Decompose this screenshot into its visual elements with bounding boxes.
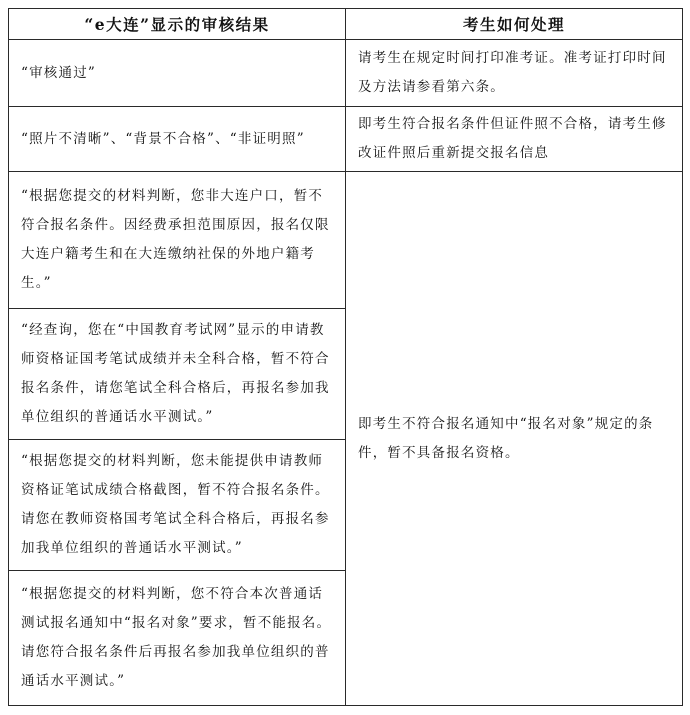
header-candidate-action: 考生如何处理: [346, 9, 683, 40]
audit-result-cell: [9, 40, 346, 107]
audit-result-text: “根据您提交的材料判断，您非大连户口，暂不符合报名条件。因经费承担范围原因，报名仅限大连户籍考生和在大连缴纳社保的外地户籍考生。”: [21, 188, 330, 291]
candidate-action-text: 请考生在规定时间打印准考证。准考证打印时间及方法请参看第六条。: [358, 50, 667, 95]
table-header-row: [9, 9, 683, 40]
table-row: [9, 107, 683, 172]
audit-result-cell: [9, 571, 346, 706]
header-audit-result: “e大连”显示的审核结果: [9, 9, 346, 40]
audit-result-text: “根据您提交的材料判断，您不符合本次普通话测试报名通知中“报名对象”要求，暂不能报名。请您符合报名条件后再报名参加我单位组织的普通话水平测试。”: [21, 586, 332, 689]
table-row: [9, 172, 683, 309]
table-row: [9, 40, 683, 107]
merged-action-cell: [346, 172, 683, 706]
candidate-action-cell: [346, 107, 683, 172]
audit-result-cell: [9, 440, 346, 571]
audit-result-text: “经查询，您在“中国教育考试网”显示的申请教师资格证国考笔试成绩并未全科合格，暂不符合报名条件，请您笔试全科合格后，再报名参加我单位组织的普通话水平测试。”: [21, 322, 330, 425]
audit-result-text: “审核通过”: [21, 64, 97, 81]
audit-result-cell: [9, 309, 346, 440]
candidate-action-text: 即考生符合报名条件但证件照不合格，请考生修改证件照后重新提交报名信息: [358, 116, 667, 161]
audit-result-table: [8, 8, 683, 706]
candidate-action-cell: [346, 40, 683, 107]
audit-result-cell: [9, 172, 346, 309]
audit-result-cell: [9, 107, 346, 172]
audit-result-text: “根据您提交的材料判断，您未能提供申请教师资格证笔试成绩合格截图，暂不符合报名条件。请您在教师资格国考笔试全科合格后，再报名参加我单位组织的普通话水平测试。”: [21, 453, 330, 556]
audit-result-text: “照片不清晰”、“背景不合格”、“非证明照”: [21, 130, 305, 147]
merged-action-text: 即考生不符合报名通知中“报名对象”规定的条件，暂不具备报名资格。: [358, 415, 654, 461]
